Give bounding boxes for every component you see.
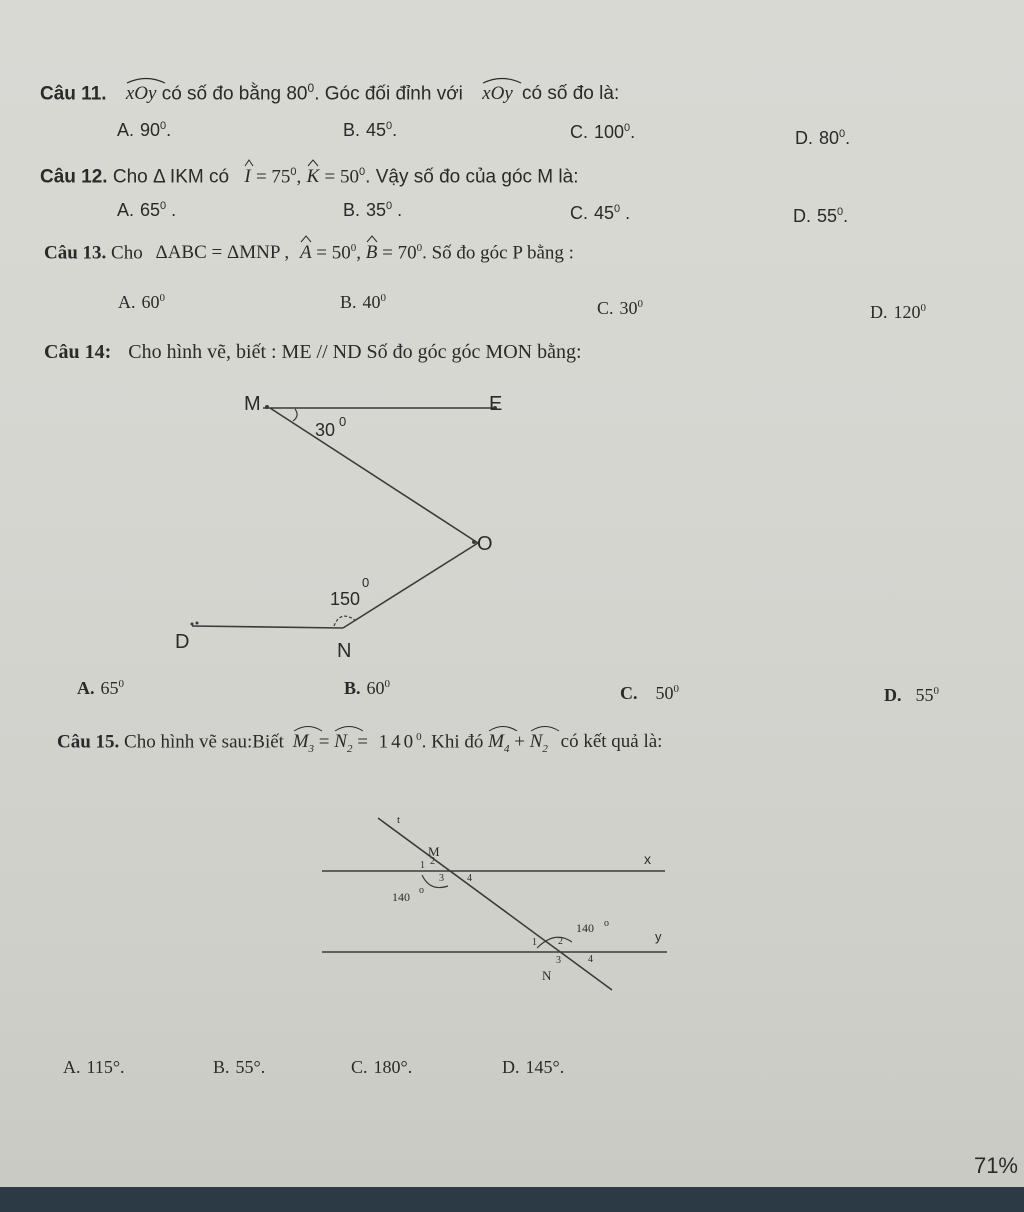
q14-angle-m-arc [293,409,297,421]
q15-angle-m-deg: o [419,885,424,896]
q14-angle-n-arc [334,616,355,626]
q12-option-c[interactable]: C. $45^0$ . [570,203,631,223]
q11-label: Câu 11. [40,83,107,105]
q12-label: Câu 12. [40,166,108,188]
q12-question: Câu 12. Cho Δ IKM có $I = 75^0$, $K = 50^0$. Vậy số đo của góc M là: [40,166,578,188]
q12-option-b[interactable]: B. $35^0$ . [343,200,403,220]
q15-line-t [378,818,612,990]
q15-m1: 1 [420,860,425,871]
q15-angle-m3: $M_3$ [293,731,314,755]
q13-label: Câu 13. [44,242,107,264]
q15-m3: 3 [439,873,444,884]
q13-angle-b: B [366,242,378,264]
q15-n4: 4 [588,954,593,965]
q15-option-b[interactable]: B. 55°. [213,1057,266,1077]
q13-text1: Cho [111,242,143,264]
q15-text3: có kết quả là: [560,731,663,753]
q14-angle-m-value: 30 [315,420,336,440]
q15-option-c[interactable]: C. 180°. [351,1057,413,1077]
q15-figure [310,800,680,1000]
q13-option-a[interactable]: A. $60^0$ [118,292,165,312]
q14-label-e: E [489,393,503,415]
bottom-bar [0,1187,1024,1212]
q14-option-c[interactable]: C. $50^0$ [620,683,679,703]
zoom-percent: 71% [973,1153,1018,1178]
q14-angle-m-deg: 0 [339,414,347,429]
q14-line-dn [192,626,343,628]
q15-angle-m-value: 140 [392,890,410,904]
q13-option-c[interactable]: C. $30^0$ [597,298,644,318]
q11-angle-xoy: xOy [126,83,157,105]
q13-text2: . Số đo góc P bằng : [422,242,574,264]
q15-text2: . Khi đó [421,731,484,753]
q15-label: Câu 15. [57,731,120,753]
q15-angle-n-deg: o [604,918,609,929]
q15-label-m: M [428,844,440,859]
q12-option-a[interactable]: A. $65^0$ . [117,200,177,220]
q11-question: Câu 11. xOy có số đo bằng $80^0$. Góc đối đỉnh với xOy có số đo là: [40,81,619,105]
q15-label-n: N [542,968,552,983]
q15-n1: 1 [532,937,537,948]
q15-label-y: y [655,929,662,944]
q13-option-d[interactable]: D. $120^0$ [870,302,926,322]
q15-m4: 4 [467,873,472,884]
q14-figure [150,380,550,670]
q15-label-t: t [397,814,401,826]
q15-text1: Cho hình vẽ sau:Biết [124,731,284,753]
q15-label-x: x [644,851,651,867]
q12-angle-k: K [307,166,320,188]
q11-text3: có số đo là: [522,83,620,105]
q14-line-mo [270,408,478,543]
q14-angle-n-value: 150 [330,589,361,609]
q15-m2: 2 [430,856,435,867]
q11-option-c[interactable]: C. $100^0$. [570,122,636,142]
q14-label-d: D [175,631,190,653]
q15-angle-n-value: 140 [576,921,594,935]
q13-question: Câu 13. Cho ΔABC = ΔMNP , $A = 50^0$, $B = 70^0$. Số đo góc P bằng : [44,242,574,264]
q11-option-b[interactable]: B. $45^0$. [343,120,398,140]
q15-angle-n2: $N_2$ [334,731,352,755]
q14-option-a[interactable]: A. $65^0$ [77,678,124,698]
q11-angle-xoy-2: xOy [482,83,513,105]
q11-text2: . Góc đối đỉnh với [314,83,463,105]
q13-angle-a: A [300,242,312,264]
q13-triangles: ΔABC = ΔMNP , [155,242,290,264]
q14-option-b[interactable]: B. $60^0$ [344,678,391,698]
q15-question: Câu 15. Cho hình vẽ sau:Biết $M_3$ = $N_2 = 140^0$. Khi đó $M_4$ + $N_2$ có kết quả là: [57,731,662,755]
q13-option-b[interactable]: B. $40^0$ [340,292,387,312]
q11-text1: có số đo bằng 80 [161,83,308,105]
q15-option-d[interactable]: D. 145°. [502,1057,565,1077]
q14-angle-n-deg: 0 [362,575,370,590]
q15-angle-n2b: $N_2$ [530,731,548,755]
q15-n3: 3 [556,955,561,966]
q12-text1: Cho Δ IKM có [112,166,230,188]
q14-question [44,341,582,364]
q11-option-d[interactable]: D. $80^0$. [795,128,851,148]
q12-angle-i: I [244,166,250,188]
q12-option-d[interactable]: D. $55^0$. [793,206,849,226]
q15-angle-m4: $M_4$ [488,731,509,755]
q15-angle-m-arc [422,875,448,888]
q14-label-n: N [337,640,352,662]
q15-option-a[interactable]: A. 115°. [63,1057,125,1077]
q14-option-d[interactable]: D. $55^0$ [884,685,939,705]
q15-n2: 2 [558,936,563,947]
q14-text: Cho hình vẽ, biết : ME // ND Số đo góc góc MON bằng: [128,341,582,363]
q14-label-m: M [244,393,261,415]
q14-label: Câu 14: [44,341,112,363]
q11-option-a[interactable]: A. $90^0$. [117,120,172,140]
q14-label-o: O [477,533,493,555]
q12-text2: . Vậy số đo của góc M là: [365,166,579,188]
